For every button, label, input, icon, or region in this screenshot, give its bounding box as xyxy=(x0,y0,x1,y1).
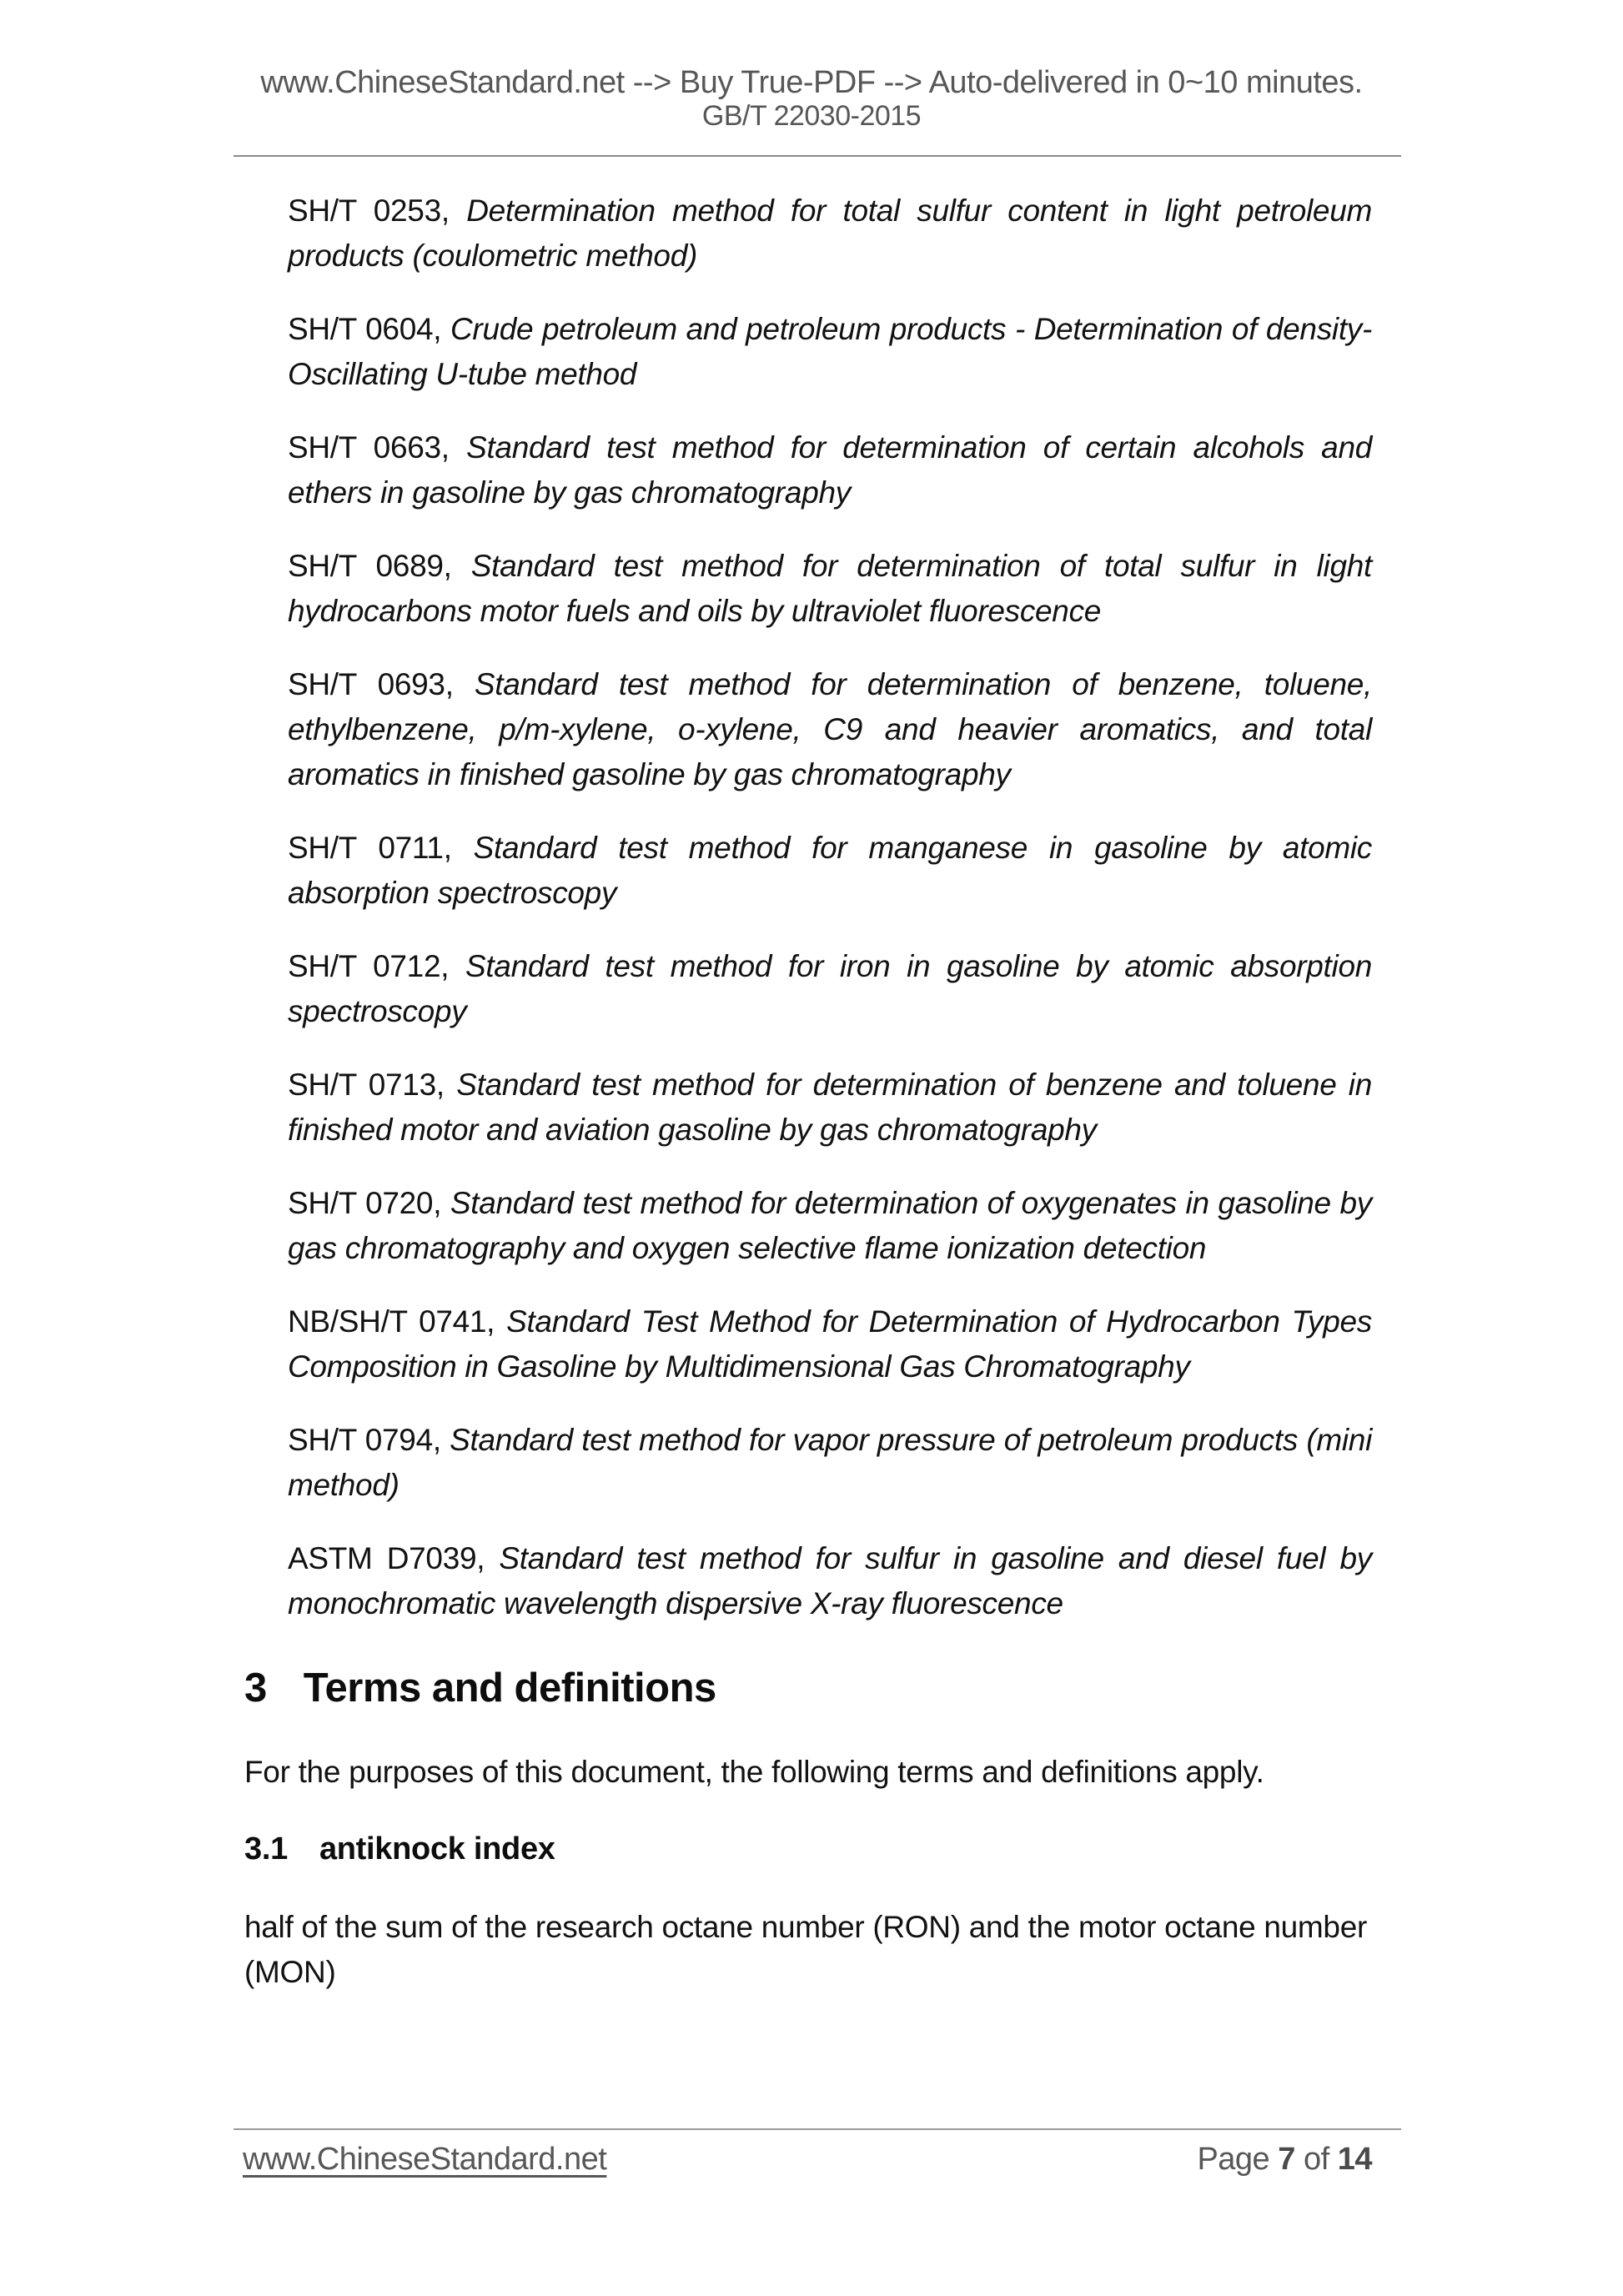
reference-title: Standard test method for determination of total sulfur in light hydrocarbons motor fuels and oils by ultraviolet fluorescence xyxy=(288,549,1372,628)
section-number: 3 xyxy=(244,1665,267,1711)
reference-code: ASTM D7039, xyxy=(288,1541,485,1575)
reference-title: Standard test method for manganese in gasoline by atomic absorption spectroscopy xyxy=(288,831,1372,910)
header-promo-text: www.ChineseStandard.net --> Buy True-PDF --> Auto-delivered in 0~10 minutes. xyxy=(260,65,1363,100)
reference-item xyxy=(244,425,1372,515)
reference-title: Standard Test Method for Determination of Hydrocarbon Types Composition in Gasoline by Multidimensional Gas Chromatography xyxy=(288,1304,1372,1384)
reference-item xyxy=(244,944,1372,1034)
reference-title: Standard test method for determination of benzene and toluene in finished motor and aviation gasoline by gas chromatography xyxy=(288,1068,1373,1147)
page-current-number: 7 xyxy=(1278,2142,1295,2177)
reference-code: SH/T 0693, xyxy=(288,667,454,701)
reference-code: SH/T 0720, xyxy=(288,1186,442,1220)
reference-item xyxy=(244,826,1372,916)
reference-item xyxy=(244,662,1372,797)
reference-item xyxy=(244,1536,1372,1626)
term-heading-3-1 xyxy=(244,1828,1372,1870)
reference-item xyxy=(244,1418,1372,1508)
reference-title: Crude petroleum and petroleum products - Determination of density-Oscillating U-tube method xyxy=(288,312,1373,391)
section-heading-terms xyxy=(244,1665,1372,1711)
reference-code: SH/T 0604, xyxy=(288,312,442,346)
reference-item xyxy=(244,544,1372,634)
reference-code: SH/T 0253, xyxy=(288,193,450,228)
reference-code: SH/T 0712, xyxy=(288,949,450,983)
reference-title: Standard test method for determination of benzene, toluene, ethylbenzene, p/m-xylene, o-xylene, C9 and heavier aromatics, and total aromatics in finished gasoline by gas chromatography xyxy=(288,667,1373,791)
header-doc-number: GB/T 22030-2015 xyxy=(701,100,922,132)
reference-item xyxy=(244,1181,1372,1271)
page-total-number: 14 xyxy=(1337,2142,1372,2177)
reference-title: Standard test method for determination of oxygenates in gasoline by gas chromatography and oxygen selective flame ionization detection xyxy=(288,1186,1372,1265)
reference-code: SH/T 0713, xyxy=(288,1068,445,1102)
footer-divider xyxy=(234,2128,1401,2130)
reference-title: Standard test method for iron in gasoline by atomic absorption spectroscopy xyxy=(288,949,1373,1028)
page-indicator xyxy=(1197,2142,1372,2178)
page-word: Page xyxy=(1197,2142,1270,2177)
footer-site-link[interactable]: www.ChineseStandard.net xyxy=(243,2142,607,2177)
term-number: 3.1 xyxy=(244,1831,288,1866)
section-title: Terms and definitions xyxy=(303,1665,716,1711)
reference-code: SH/T 0794, xyxy=(288,1423,441,1457)
terms-lead-paragraph: For the purposes of this document, the following terms and definitions apply. xyxy=(244,1755,1264,1789)
reference-title: Determination method for total sulfur content in light petroleum products (coulometric method) xyxy=(288,193,1372,273)
page-of-word: of xyxy=(1303,2142,1329,2177)
reference-item xyxy=(244,188,1372,279)
reference-code: SH/T 0663, xyxy=(288,430,450,465)
reference-title: Standard test method for sulfur in gasoline and diesel fuel by monochromatic wavelength dispersive X-ray fluorescence xyxy=(288,1541,1372,1620)
reference-item xyxy=(244,1299,1372,1389)
term-definition: half of the sum of the research octane number (RON) and the motor octane number (MON) xyxy=(244,1910,1368,1989)
page-body xyxy=(244,188,1372,1995)
reference-title: Standard test method for determination of certain alcohols and ethers in gasoline by gas chromatography xyxy=(288,430,1373,510)
header-divider xyxy=(234,155,1401,157)
reference-code: SH/T 0689, xyxy=(288,549,452,583)
reference-title: Standard test method for vapor pressure of petroleum products (mini method) xyxy=(288,1423,1372,1502)
reference-item xyxy=(244,307,1372,397)
reference-code: SH/T 0711, xyxy=(288,831,452,865)
reference-code: NB/SH/T 0741, xyxy=(288,1304,495,1339)
term-title: antiknock index xyxy=(319,1831,555,1866)
reference-item xyxy=(244,1063,1372,1153)
